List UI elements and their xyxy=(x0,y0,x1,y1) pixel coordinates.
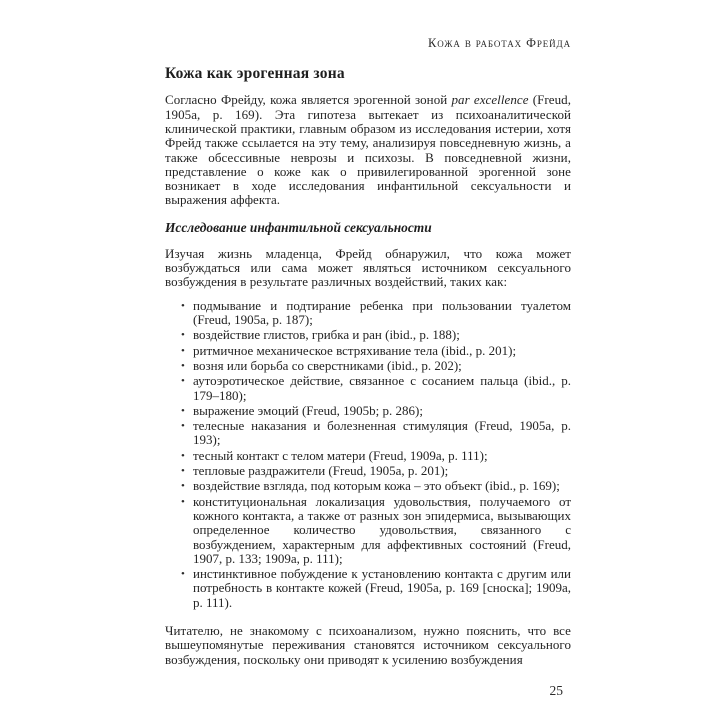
section-title: Кожа как эрогенная зона xyxy=(165,65,345,82)
list-item: • аутоэротическое действие, связанное с сосанием пальца (ibid., p. 179–180); xyxy=(193,374,571,403)
intro-text-after: (Freud, 1905a, p. 169). Эта гипотеза вытекает из психоаналитической клинической практики, главным образом из исследования истерии, хотя Фрейд также ссылается на эту тему, анализируя повседневную жизнь, а также обсессивные неврозы и психозы. В повседневной жизни, представление о коже как о привилегированной эрогенной зоне возникает в ходе исследования инфантильной сексуальности и выражения аффекта. xyxy=(165,92,571,208)
list-item: • воздействие глистов, грибка и ран (ibid., p. 188); xyxy=(193,328,571,342)
intro-latin-phrase: par excellence xyxy=(451,92,529,108)
list-item: • воздействие взгляда, под которым кожа – это объект (ibid., p. 169); xyxy=(193,479,571,493)
list-item: • инстинктивное побуждение к установлению контакта с другим или потребность в контакте кожей (Freud, 1905a, p. 169 [сноска]; 1909a, p. 111). xyxy=(193,567,571,610)
lead-paragraph: Изучая жизнь младенца, Фрейд обнаружил, что кожа может возбуждаться или сама может являться источником сексуального возбуждения в результате различных воздействий, таких как: xyxy=(165,245,571,290)
running-head: Кожа в работах Фрейда xyxy=(428,36,571,50)
bullet-list xyxy=(165,299,571,610)
page-number: 25 xyxy=(549,682,563,698)
list-item: • телесные наказания и болезненная стимуляция (Freud, 1905a, p. 193); xyxy=(193,419,571,448)
list-item: • подмывание и подтирание ребенка при пользовании туалетом (Freud, 1905a, p. 187); xyxy=(193,299,571,328)
intro-text-before: Согласно Фрейду, кожа является эрогенной зоной xyxy=(165,92,452,108)
list-item: • выражение эмоций (Freud, 1905b; p. 286); xyxy=(193,404,571,418)
list-item: • тепловые раздражители (Freud, 1905a, p. 201); xyxy=(193,464,571,478)
closing-paragraph: Читателю, не знакомому с психоанализом, нужно пояснить, что все вышеупомянутые переживания становятся источником сексуального возбуждения, поскольку они приводят к усилению возбуждения xyxy=(165,622,571,667)
list-item: • тесный контакт с телом матери (Freud, 1909a, p. 111); xyxy=(193,449,571,463)
list-item: • ритмичное механическое встряхивание тела (ibid., p. 201); xyxy=(193,344,571,358)
subsection-title: Исследование инфантильной сексуальности xyxy=(165,219,432,235)
list-item: • возня или борьба со сверстниками (ibid., p. 202); xyxy=(193,359,571,373)
text-column xyxy=(165,0,571,699)
list-item: • конституциональная локализация удовольствия, получаемого от кожного контакта, а также от разных зон эпидермиса, вызывающих определенное количество удовольствия, связанного с возбуждением, характерным для аффективных состояний (Freud, 1907, p. 133; 1909a, p. 111); xyxy=(193,495,571,566)
intro-paragraph xyxy=(165,93,571,207)
